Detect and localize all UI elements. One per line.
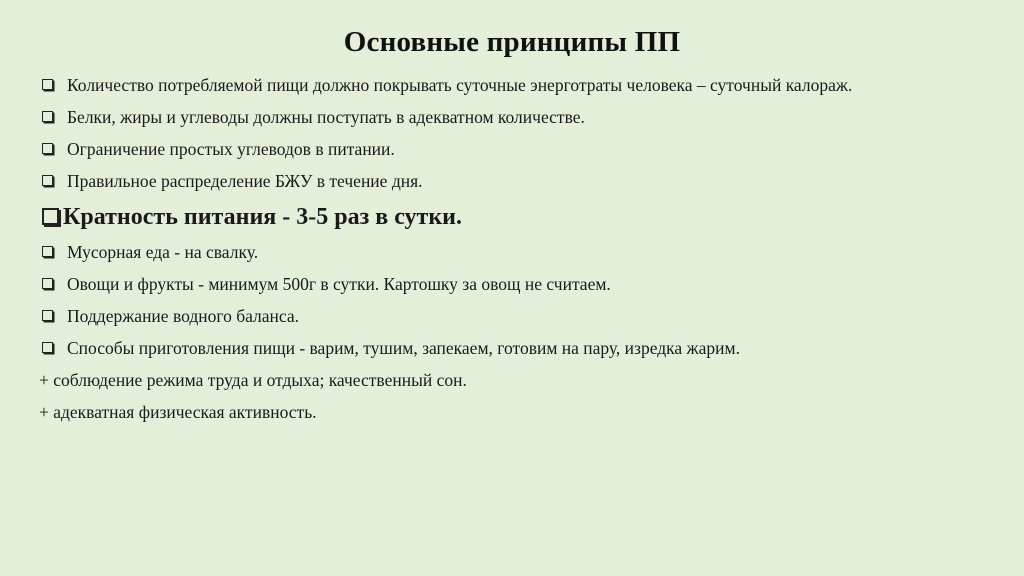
list-item bbox=[42, 106, 982, 129]
checkbox-square-icon bbox=[42, 79, 53, 90]
list-item bbox=[42, 138, 982, 161]
checkbox-square-icon bbox=[42, 208, 59, 225]
list-item bbox=[42, 273, 982, 296]
checkbox-square-icon bbox=[42, 175, 53, 186]
list-item bbox=[42, 305, 982, 328]
list-item bbox=[42, 241, 982, 264]
list-item-text: Ограничение простых углеводов в питании. bbox=[67, 139, 395, 159]
list-item bbox=[42, 170, 982, 193]
list-item bbox=[42, 74, 982, 97]
list-item-text: Правильное распределение БЖУ в течение дня. bbox=[67, 171, 423, 191]
list-item-text: Поддержание водного баланса. bbox=[67, 306, 300, 326]
checkbox-square-icon bbox=[42, 111, 53, 122]
checkbox-square-icon bbox=[42, 143, 53, 154]
list-item-highlighted bbox=[42, 202, 982, 232]
checkbox-square-icon bbox=[42, 246, 53, 257]
principles-list bbox=[39, 74, 982, 433]
list-item-text: Способы приготовления пищи - варим, тушим, запекаем, готовим на пару, изредка жарим. bbox=[67, 338, 740, 358]
checkbox-square-icon bbox=[42, 278, 53, 289]
list-item-text: Овощи и фрукты - минимум 500г в сутки. Картошку за овощ не считаем. bbox=[67, 274, 611, 294]
list-item-text: Белки, жиры и углеводы должны поступать в адекватном количестве. bbox=[67, 107, 585, 127]
checkbox-square-icon bbox=[42, 310, 53, 321]
list-item-text: Количество потребляемой пищи должно покрывать суточные энерготраты человека – суточный калораж. bbox=[67, 75, 853, 95]
checkbox-square-icon bbox=[42, 342, 53, 353]
extra-line: + адекватная физическая активность. bbox=[39, 402, 317, 422]
slide-title: Основные принципы ПП bbox=[343, 26, 681, 58]
list-item bbox=[42, 337, 982, 360]
list-item-text: Мусорная еда - на свалку. bbox=[67, 242, 259, 262]
extra-line: + соблюдение режима труда и отдыха; качественный сон. bbox=[39, 370, 467, 390]
list-item-text: Кратность питания - 3-5 раз в сутки. bbox=[63, 204, 462, 230]
